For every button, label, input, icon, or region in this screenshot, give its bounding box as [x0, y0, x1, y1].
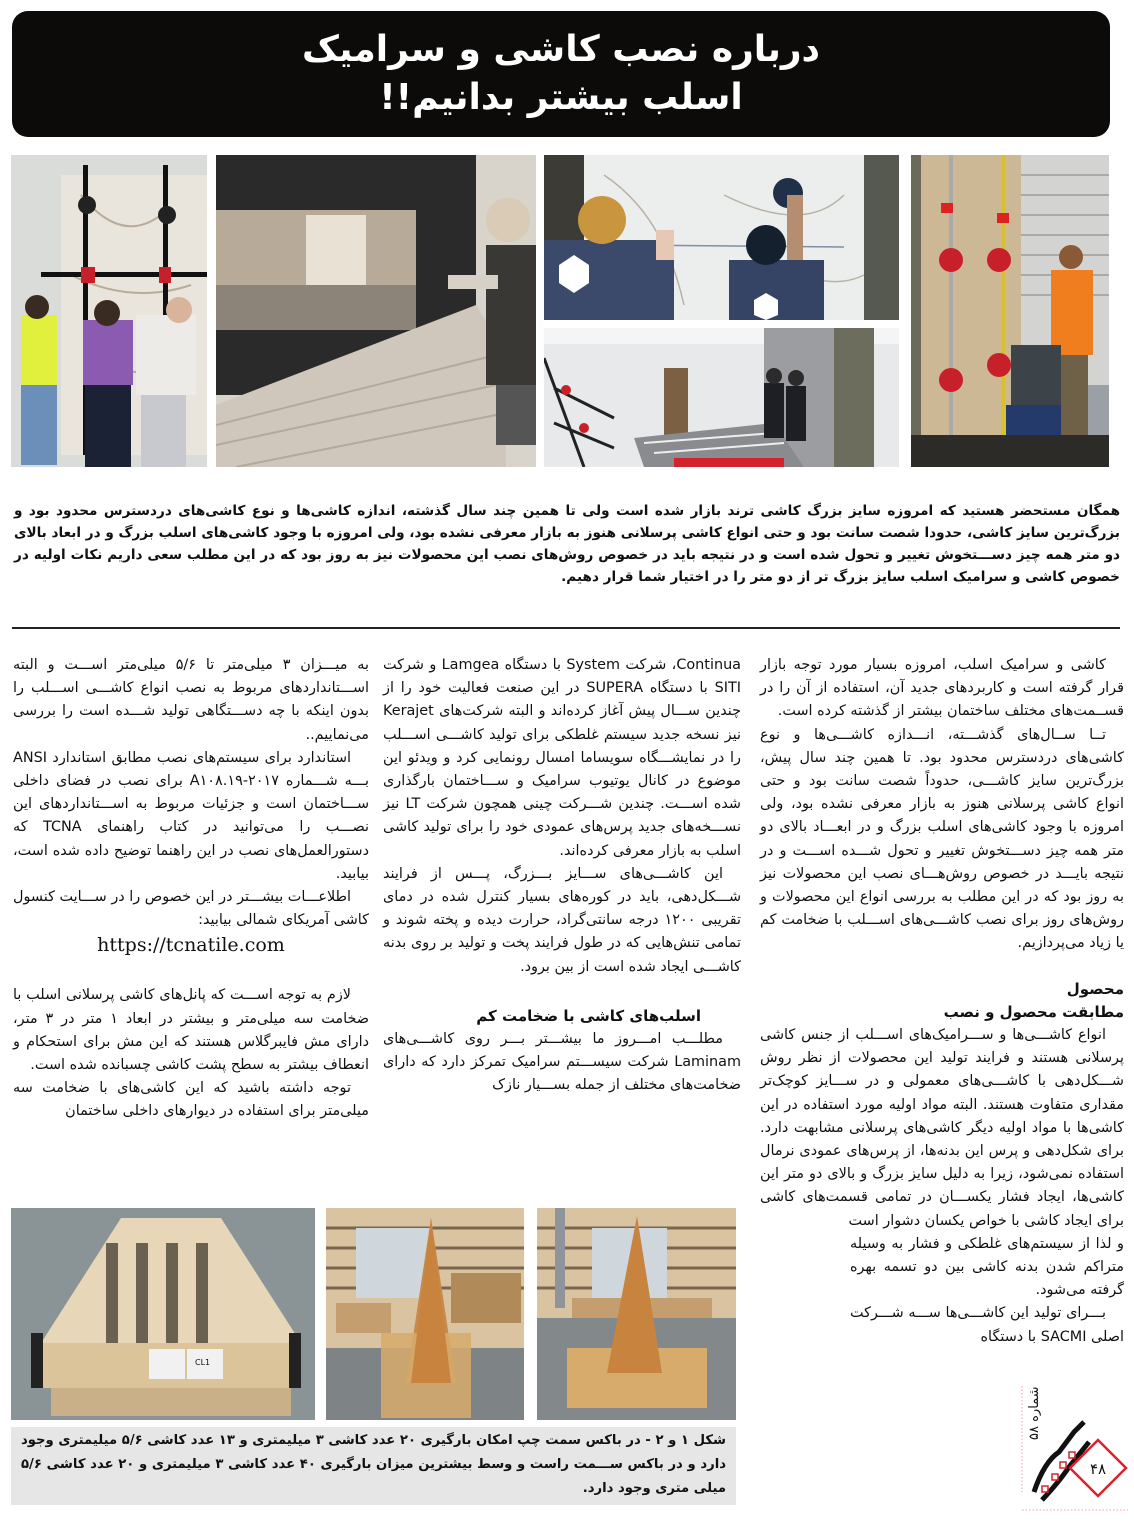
column-left [13, 654, 369, 1124]
spacer [760, 956, 1124, 978]
paragraph: لازم به توجه اســـت که پانل‌های کاشی پرسلانی اسلب با ضخامت سه میلی‌متر و بیشتر در ابعاد ۱ متر در ۳ متر، دارای مش فایبرگلاس هستند که این مش برای استحکام و انعطاف بیشتر به سطح پشت کاشی چسبانده شده است. [13, 987, 369, 1074]
column-right [760, 654, 1124, 1349]
paragraph: توجه داشته باشید که این کاشی‌های با ضخامت سه میلی‌متر برای استفاده در دیوارهای داخلی ساختمان [13, 1080, 369, 1120]
paragraph: و لذا از سیستم‌های غلطکی و فشار به وسیله متراکم شدن بدنه کاشی بین دو تسمه بهره گرفته می‌شود. [850, 1235, 1124, 1299]
page-number-text: ۴۸ [1089, 1460, 1107, 1478]
article-title-banner [12, 11, 1110, 137]
intro-paragraph: همگان مستحضر هستید که امروزه سایز بزرگ کاشی ترند بازار شده است ولی تا همین چند سال گذشته، اندازه کاشی‌ها و نوع کاشی‌های دردسترس محدود بود و بزرگ‌ترین سایز کاشی، حدودا شصت سانت بود و حتی انواع کاشی پرسلانی هنوز به بازار معرفی نشده بود، ولی امروزه با وجود کاشی‌های اسلب بزرگ و در ابعاد بالای دو متر همه چیز دســـتخوش تغییر و تحول شده است و در نتیجه باید در خصوص روش‌های نصب این محصولات نیز به روز بود که در این مطلب سعی داریم نکات اولیه در خصوص کاشی و سرامیک اسلب سایز بزرگ تر از دو متر را در اختیار شما قرار دهیم. [14, 503, 1120, 585]
photo-workers-suction-frame [11, 155, 207, 467]
article-title-line-2: اسلب بیشتر بدانیم!! [379, 77, 743, 118]
photo-crate-a-frame-side [326, 1208, 524, 1420]
paragraph: انواع کاشـــی‌ها و ســـرامیک‌های اســـلب از جنس کاشی پرسلانی هستند و فرایند تولید این محصولات از نظر روش شـــکل‌دهی با کاشـــی‌های معمولی و در ســـایز کوچک‌تر مقداری متفاوت هستند. البته مواد اولیه مورد استفاده در این کاشی‌ها با مواد اولیه دیگر کاشی‌های پرسلانی مشابهت دارد. برای شکل‌دهی و پرس این بدنه‌ها، از پرس‌های عمودی نرمال استفاده نمی‌شود، زیرا به دلیل سایز بزرگ و بالای دو متر این کاشی‌ها، ایجاد فشار یکســـان در تمامی قسمت‌های کاشی برای ایجاد کاشی با خواص یکسان دشوار است [760, 1027, 1124, 1229]
photo-crate-flat [11, 1208, 315, 1420]
magazine-logo [1014, 1382, 1130, 1518]
photo-warehouse-slab-install [911, 155, 1109, 467]
crate-label-text: CL1 [195, 1358, 211, 1367]
article-title-line-1: درباره نصب کاشی و سرامیک [301, 29, 821, 70]
section-heading-thin-slabs: اسلب‌های کاشی با ضخامت کم [476, 1006, 701, 1025]
photo-crate-a-frame-front [537, 1208, 736, 1420]
paragraph: Continua، شرکت System با دستگاه Lamgea و شرکت SITI با دستگاه SUPERA در این صنعت فعالیت خود را از چندین ســـال پیش آغاز کرده‌اند و البته شرکت‌های Kerajet نیز نسخه جدید سیستم غلطکی برای تولید کاشـــی اســـلب را در نمایشـــگاه سویساما امسال رونمایی کرد و ویدئو این موضوع در کانال یوتیوب سرامیک و ســـاختمان بارگذاری شده اســـت. چندین شـــرکت چینی همچون شرکت LT نیز نســـخه‌های جدید پرس‌های عمودی خود را برای تولید کاشی اسلب به بازار معرفی کرده‌اند. [383, 657, 742, 859]
column-middle [383, 654, 741, 1098]
section-heading-product: محصول [1066, 979, 1124, 998]
tcna-website-link[interactable]: https://tcnatile.com [97, 934, 285, 957]
section-divider [12, 627, 1120, 629]
paragraph: این کاشـــی‌های ســـایز بـــزرگ، پـــس از فرایند شـــکل‌دهی، باید در کوره‌های بسیار کنترل شده در دمای تقریبی ۱۲۰۰ درجه سانتی‌گراد، حرارت دیده و پخته شوند و تمامی تنش‌هایی که در طول فرایند پخت و تولید بر روی بدنه کاشـــی ایجاد شده است از بین برود. [383, 865, 741, 975]
photo-slab-cutting-room [544, 328, 899, 467]
paragraph: استاندارد برای سیستم‌های نصب مطابق استاندارد ANSI بـــه شـــماره ۲۰۱۷-A۱۰۸.۱۹ برای نصب در فضای داخلی ســـاختمان است و جزئیات مربوط به اســـتانداردهای این نصـــب را می‌توانید در کتاب راهنمای TCNA که دستورالعمل‌های نصب در این راهنما توضیح داده شده است، بیابید. [13, 749, 369, 882]
photo-js-hoodie-installers [544, 155, 899, 320]
section-subheading-compliance: مطابقت محصول و نصب [943, 1002, 1124, 1021]
paragraph: بـــرای تولید این کاشـــی‌ها ســـه شـــرکت اصلی SACMI با دستگاه [850, 1305, 1124, 1345]
figure-caption: شکل ۱ و ۲ - در باکس سمت چپ امکان بارگیری ۲۰ عدد کاشی ۳ میلیمتری و ۱۳ عدد کاشی ۵/۶ میلیمتری وجود دارد و در باکس ســـمت راست و وسط بیشترین میزان بارگیری ۴۰ عدد کاشی ۳ میلیمتری و ۲۰ عدد کاشی ۵/۶ میلی متری وجود دارد. [11, 1427, 736, 1505]
paragraph: اطلاعـــات بیشـــتر در این خصوص را در ســـایت کنسول کاشی آمریکای شمالی بیابید: [13, 889, 369, 929]
spacer [383, 979, 741, 1005]
paragraph: مطلـــب امـــروز ما بیشـــتر بـــر روی کاشـــی‌های Laminam شرکت سیســـتم سرامیک تمرکز دارد که دارای ضخامت‌های مختلف از جمله بســـیار نازک [383, 1031, 741, 1094]
paragraph: به میـــزان ۳ میلی‌متر تا ۵/۶ میلی‌متر اســـت و البته اســـتانداردهای مربوط به نصب انواع کاشـــی اســـلب را بدون اینکه با چه دســـتگاهی تولید شـــده است را بررسی می‌نماییم.. [13, 657, 370, 743]
paragraph: کاشی و سرامیک اسلب، امروزه بسیار مورد توجه بازار قرار گرفته است و کاربردهای جدید آن، استفاده از آن را در قســمت‌های مختلف ساختمان بیشتر از گذشته کرده است. [760, 657, 1124, 720]
spacer [13, 958, 369, 984]
issue-number-text: شماره ۵۸ [1027, 1386, 1042, 1440]
paragraph: تــا ســال‌های گذشـــته، انـــدازه کاشـــی‌ها و نوع کاشی‌های دردسترس محدود بود. تا همین چند سال پیش، بزرگ‌ترین سایز کاشـــی، حدوداً شصت سانت بود و حتی انواع کاشی پرسلانی هنوز به بازار معرفی نشده بود، ولی امروزه با وجود کاشی‌های اسلب بزرگ و در ابعـــاد بالای دو متر همه چیز دســـتخوش تغییر و تحول شـــده اســـت و در نتیجه بایـــد در خصوص روش‌هـــای نصب این محصولات نیز به روز بود که در این مطلب به بررسی انواع این محصولات و روش‌های روز برای نصب کاشـــی‌های اســـلب با ضخامت کم یا زیاد می‌پردازیم. [760, 726, 1124, 952]
photo-fireplace-cladding [216, 155, 536, 467]
